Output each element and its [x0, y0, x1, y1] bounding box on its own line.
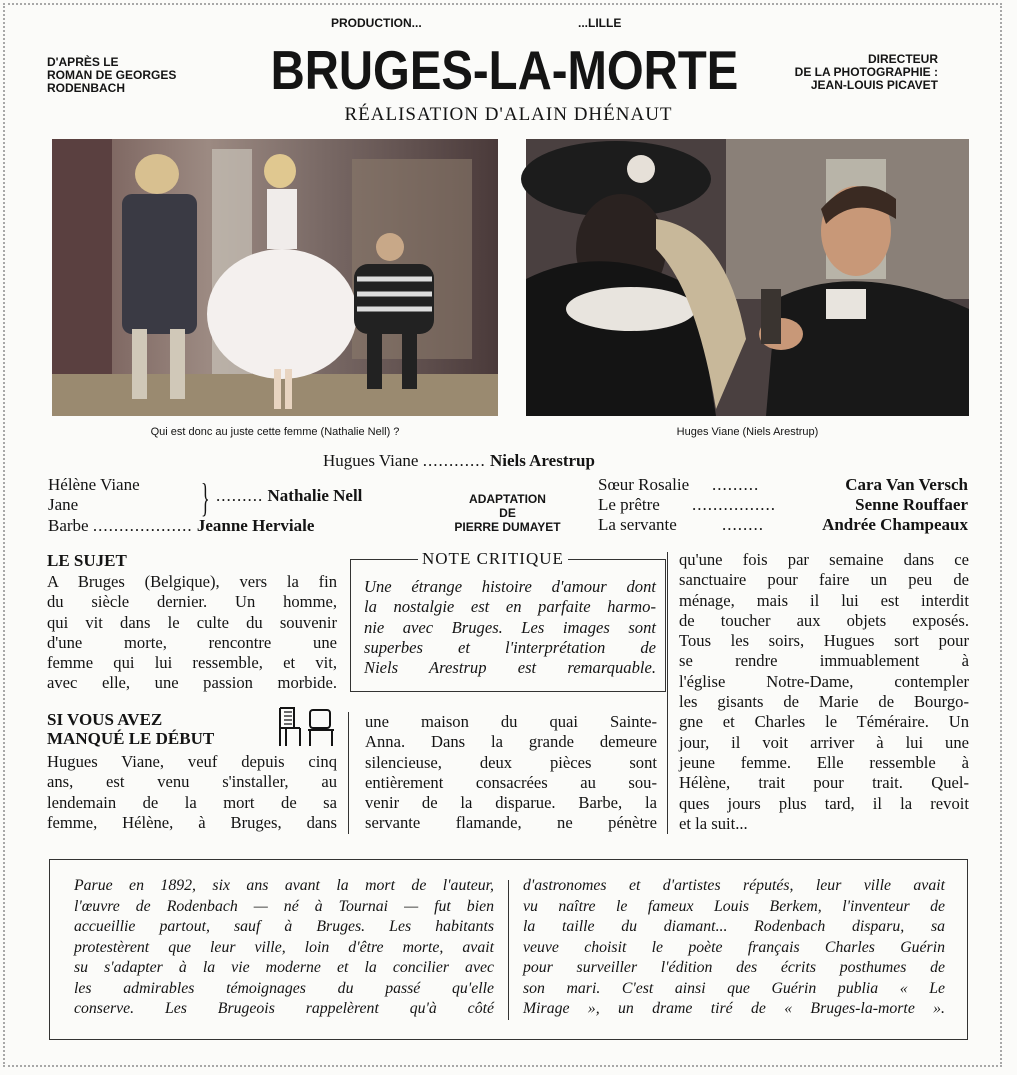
- photo-director-line: DE LA PHOTOGRAPHIE :: [794, 65, 938, 79]
- note-critique-title: NOTE CRITIQUE: [418, 549, 568, 569]
- text-line: Niels Arestrup est remarquable.: [364, 658, 656, 678]
- role-name: Hélène Viane: [48, 475, 140, 494]
- stage-scene-illustration: [52, 139, 498, 416]
- actor-name: Jeanne Herviale: [196, 516, 315, 535]
- history-left-col: [74, 876, 494, 1020]
- cast-barbe-row: [48, 516, 314, 536]
- text-line: femme qui lui ressemble, et vit,: [47, 653, 337, 673]
- sujet-text: [47, 572, 337, 694]
- adaptation-line: DE: [499, 506, 516, 520]
- text-line: servante flamande, ne pénètre: [365, 813, 657, 833]
- column-rule: [508, 880, 509, 1020]
- text-line: Anna. Dans la grande demeure: [365, 732, 657, 752]
- role-name: Jane: [48, 495, 79, 514]
- text-line: se rendre immuablement à: [679, 651, 969, 671]
- text-line: protestèrent que leur ville, loin d'être morte, avait: [74, 938, 494, 956]
- actor-name: Niels Arestrup: [489, 451, 595, 470]
- actor-name: Cara Van Versch: [845, 475, 968, 494]
- text-line: femme, Hélène, à Bruges, dans: [47, 812, 337, 832]
- text-line: qu'une fois par semaine dans ce: [679, 550, 969, 569]
- adaptation-line: ADAPTATION: [469, 492, 546, 506]
- text-line: avec elle, une passion morbide.: [47, 673, 337, 693]
- debut-heading-line: SI VOUS AVEZ: [47, 710, 163, 729]
- text-line: ans, est venu s'installer, au: [47, 772, 337, 792]
- debut-heading-line: MANQUÉ LE DÉBUT: [47, 729, 215, 748]
- actor-name: Senne Rouffaer: [855, 495, 968, 514]
- history-right-col: [523, 876, 945, 1020]
- debut-heading: [47, 710, 214, 748]
- text-line: ques jours plus tard, il la revoit: [679, 793, 969, 813]
- production-label: PRODUCTION...: [331, 16, 422, 30]
- role-name: Hugues Viane: [323, 451, 419, 470]
- column-rule: [667, 552, 668, 834]
- director-credit: RÉALISATION D'ALAIN DHÉNAUT: [344, 104, 673, 125]
- actor-name: Nathalie Nell: [267, 486, 363, 505]
- text-line: Hélène, trait pour trait. Quel-: [679, 773, 969, 793]
- chairs-icon: [276, 706, 336, 748]
- cast-nell-row: [216, 486, 362, 506]
- text-line: Hugues Viane, veuf depuis cinq: [47, 752, 337, 771]
- text-line: les admirables témoignages du passé qu'elle: [74, 979, 494, 997]
- text-line: veuve choisit le poète français Charles Guérin: [523, 938, 945, 956]
- photo-director-line: JEAN-LOUIS PICAVET: [810, 78, 938, 92]
- text-line: l'église Notre-Dame, contempler: [679, 671, 969, 691]
- text-line: pour surveiller l'édition des écrits posthumes de: [523, 959, 945, 976]
- text-line: la nostalgie est en parfaite harmo-: [364, 597, 656, 617]
- text-line: la taille du diamant... Rodenbach disparu, sa: [523, 918, 945, 935]
- photo-right-caption: Huges Viane (Niels Arestrup): [676, 426, 819, 438]
- actor-name: Andrée Champeaux: [822, 515, 968, 534]
- dot-leader: ............: [422, 451, 486, 470]
- debut-col-1: [47, 752, 337, 833]
- dot-leader: .........: [216, 486, 264, 505]
- text-line: jeune femme. Elle ressemble à: [679, 752, 969, 772]
- text-line: lendemain de la mort de sa: [47, 792, 337, 812]
- text-line: entièrement consacrées au sou-: [365, 772, 657, 792]
- role-name: La servante: [598, 515, 677, 534]
- source-credit-line: ROMAN DE GEORGES: [47, 68, 177, 82]
- text-line: nie avec Bruges. Les images sont: [364, 617, 656, 637]
- text-line: d'une morte, rencontre une: [47, 632, 337, 652]
- text-line: Tous les soirs, Hugues sort pour: [679, 631, 969, 651]
- photo-director-line: DIRECTEUR: [867, 52, 938, 66]
- text-line: vu naître le fameux Louis Berkem, l'inventeur de: [523, 897, 945, 915]
- text-line: l'œuvre de Rodenbach — né à Tournai — fut bien: [74, 897, 494, 915]
- source-credit-line: RODENBACH: [47, 81, 125, 95]
- text-line: une maison du quai Sainte-: [365, 712, 657, 731]
- text-line: son mari. C'est ainsi que Guérin publia « Le: [523, 979, 945, 997]
- debut-col-3: [679, 550, 969, 834]
- text-line: Mirage », un drame tiré de « Bruges-la-morte ».: [523, 1000, 945, 1017]
- text-line: les gisants de Marie de Bourgo-: [679, 692, 969, 712]
- text-line: silencieuse, deux pièces sont: [365, 752, 657, 772]
- dot-leader: ...................: [92, 516, 193, 535]
- cast-right-actors: [760, 475, 968, 535]
- adaptation-credit: [440, 492, 575, 534]
- photo-stage-scene: [52, 139, 498, 416]
- debut-col-2: [365, 712, 657, 834]
- text-line: d'astronomes et d'artistes réputés, leur ville avait: [523, 877, 945, 894]
- film-title: BRUGES-LA-MORTE: [270, 39, 739, 101]
- column-rule: [348, 712, 349, 834]
- sujet-heading: LE SUJET: [47, 551, 127, 570]
- text-line: du siècle dernier. Un homme,: [47, 592, 337, 612]
- photo-left-caption: Qui est donc au juste cette femme (Nathalie Nell) ?: [150, 426, 400, 438]
- dot-leader: ........: [722, 515, 764, 534]
- text-line: de toucher aux objets exposés.: [679, 610, 969, 630]
- role-name: Le prêtre: [598, 495, 660, 514]
- adaptation-line: PIERRE DUMAYET: [454, 520, 561, 534]
- text-line: qui vit dans le culte du souvenir: [47, 612, 337, 632]
- text-line: sanctuaire pour faire un peu de: [679, 570, 969, 590]
- hugues-viane-illustration: [526, 139, 969, 416]
- text-line: conserve. Les Brugeois rappelèrent qu'à côté: [74, 1000, 494, 1017]
- text-line: Une étrange histoire d'amour dont: [364, 577, 656, 596]
- text-line: A Bruges (Belgique), vers la fin: [47, 572, 337, 591]
- text-line: jour, il voit arriver à lui une: [679, 732, 969, 752]
- text-line: su s'adapter à la vie moderne et la concilier avec: [74, 959, 494, 976]
- text-line: superbes et l'interprétation de: [364, 637, 656, 657]
- text-line: et la suit...: [679, 813, 748, 833]
- cast-right-roles: [598, 475, 689, 535]
- role-name: Sœur Rosalie: [598, 475, 690, 494]
- text-line: venir de la disparue. Barbe, la: [365, 793, 657, 813]
- role-name: Barbe: [48, 516, 89, 535]
- note-critique-text: [364, 577, 656, 678]
- photo-hugues-viane: [526, 139, 969, 416]
- text-line: accueillie partout, sauf à Bruges. Les habitants: [74, 918, 494, 935]
- cast-lead-row: [323, 451, 595, 471]
- text-line: Parue en 1892, six ans avant la mort de l'auteur,: [74, 877, 494, 894]
- lille-label: ...LILLE: [578, 16, 622, 30]
- dot-leader: .........: [712, 475, 760, 494]
- text-line: gne et Charles le Téméraire. Un: [679, 712, 969, 732]
- text-line: ménage, mais il lui est interdit: [679, 590, 969, 610]
- cast-brace: }: [201, 475, 210, 520]
- dot-leader: ................: [692, 495, 776, 514]
- source-credit-line: D'APRÈS LE: [47, 55, 119, 69]
- cast-left-roles: [48, 475, 140, 515]
